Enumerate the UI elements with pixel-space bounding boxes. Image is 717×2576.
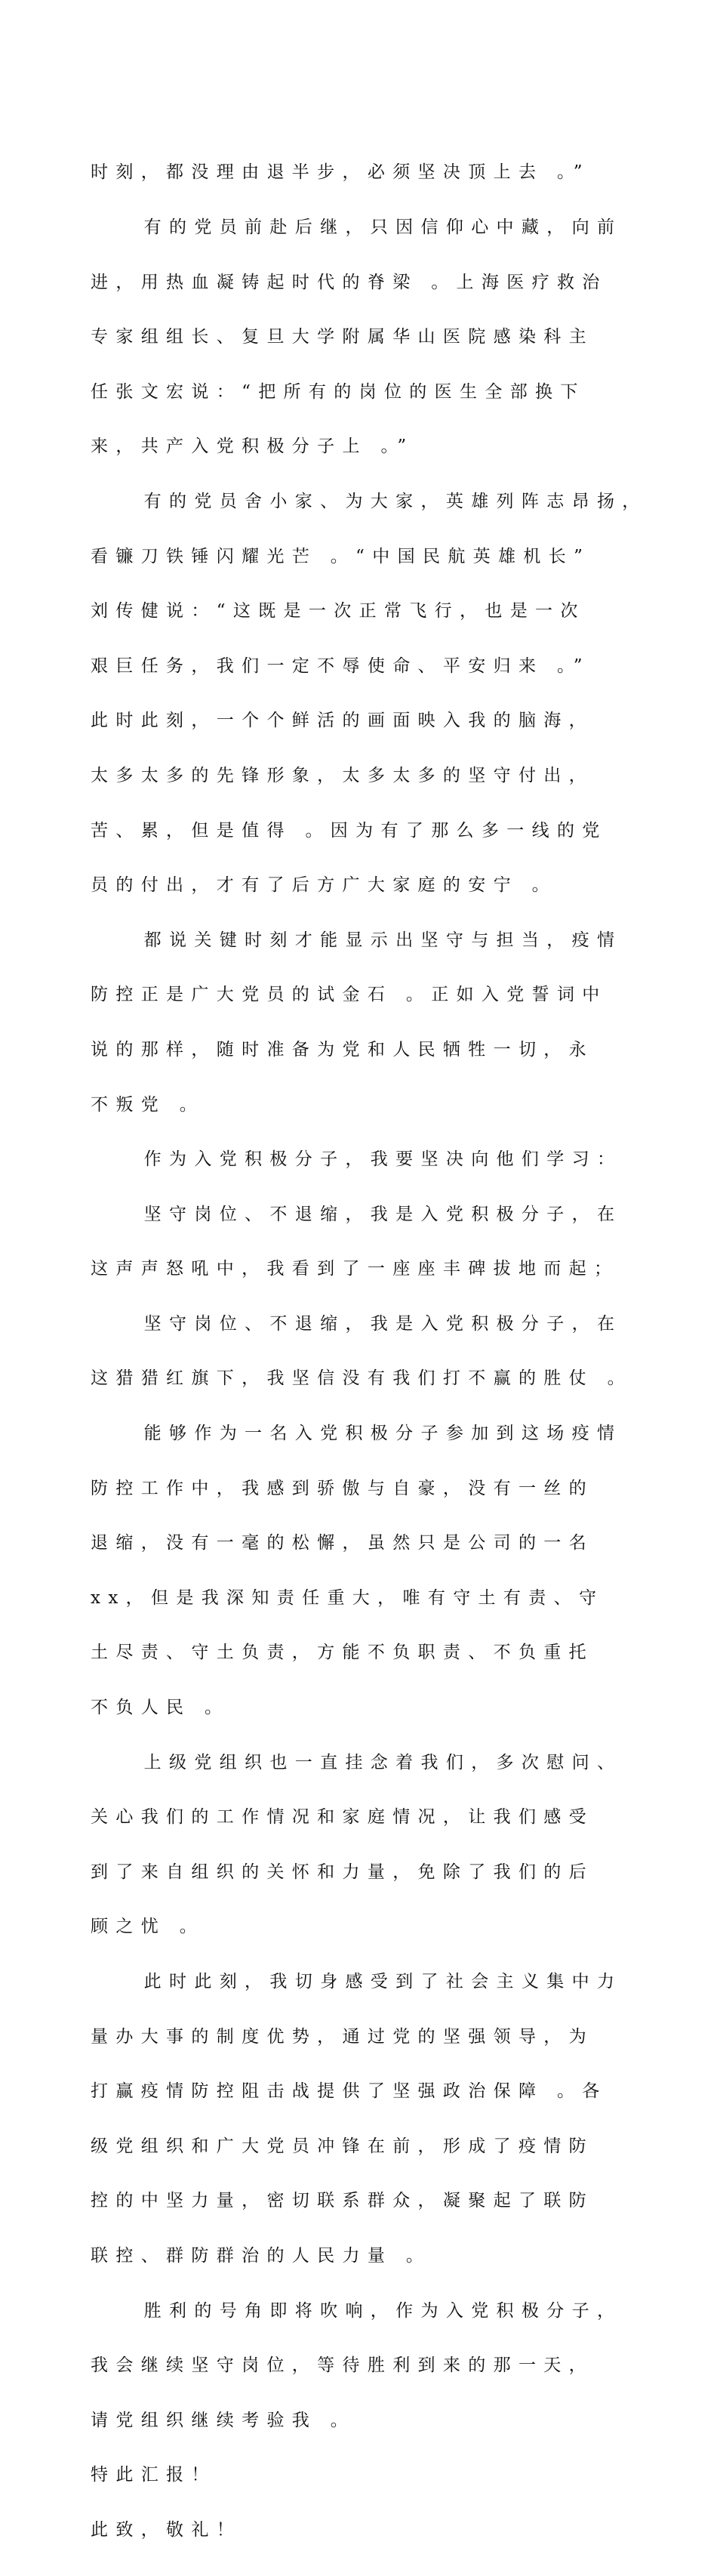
text-line: 此时此刻，我切身感受到了社会主义集中力 [91, 1972, 623, 1991]
text-line: 请党组织继续考验我 。 [91, 2410, 356, 2430]
text-line: 防控正是广大党员的试金石 。正如入党誓词中 [91, 985, 608, 1005]
text-line: 量办大事的制度优势，通过党的坚强领导，为 [91, 2026, 594, 2047]
text-line: 胜利的号角即将吹响，作为入党积极分子， [91, 2300, 623, 2321]
text-line: 任张文宏说：“把所有的岗位的医生全部换下 [91, 381, 586, 402]
text-line: 此时此刻，一个个鲜活的画面映入我的脑海， [91, 711, 594, 731]
text-line: 控的中坚力量，密切联系群众，凝聚起了联防 [91, 2191, 594, 2211]
text-line: 打赢疫情防控阻击战提供了坚强政治保障 。各 [91, 2081, 608, 2102]
text-line: 时刻，都没理由退半步，必须坚决顶上去 。” [91, 162, 590, 183]
text-line: 坚守岗位、不退缩，我是入党积极分子，在 [91, 1204, 623, 1224]
text-line: 刘传健说：“这既是一次正常飞行，也是一次 [91, 601, 586, 622]
text-line: 员的付出，才有了后方广大家庭的安宁 。 [91, 875, 557, 896]
text-line: 专家组组长、复旦大学附属华山医院感染科主 [91, 327, 594, 347]
text-line: 防控工作中，我感到骄傲与自豪，没有一丝的 [91, 1478, 594, 1498]
text-line: 我会继续坚守岗位，等待胜利到来的那一天， [91, 2355, 594, 2376]
text-line: 作为入党积极分子，我要坚决向他们学习： [91, 1149, 623, 1170]
text-line: 这猎猎红旗下，我坚信没有我们打不赢的胜仗 。 [91, 1368, 633, 1389]
text-line: 能够作为一名入党积极分子参加到这场疫情 [91, 1424, 623, 1444]
text-line: 退缩，没有一毫的松懈，虽然只是公司的一名 [91, 1533, 594, 1553]
document-body [91, 127, 648, 2576]
text-line: 上级党组织也一直挂念着我们，多次慰问、 [91, 1752, 623, 1772]
text-line: 艰巨任务，我们一定不辱使命、平安归来 。” [91, 656, 590, 676]
text-line: xx，但是我深知责任重大，唯有守土有责、守 [91, 1587, 605, 1608]
text-line: 不负人民 。 [91, 1698, 230, 1718]
text-line: 都说关键时刻才能显示出坚守与担当，疫情 [91, 930, 623, 950]
text-line: 顾之忧 。 [91, 1917, 205, 1937]
text-line: 坚守岗位、不退缩，我是入党积极分子，在 [91, 1313, 623, 1334]
text-line: 这声声怒吼中，我看到了一座座丰碑拔地而起； [91, 1259, 620, 1279]
text-line: 联控、群防群治的人民力量 。 [91, 2245, 432, 2266]
text-line: 土尽责、守土负责，方能不负职责、不负重托 [91, 1643, 594, 1663]
text-line: 来，共产入党积极分子上 。” [91, 437, 414, 457]
text-line: 有的党员前赴后继，只因信仰心中藏，向前 [91, 217, 623, 237]
text-line: 级党组织和广大党员冲锋在前，形成了疫情防 [91, 2136, 594, 2156]
closing-line: 特此汇报！ [91, 2465, 217, 2485]
text-line: 苦、累，但是值得 。因为有了那么多一线的党 [91, 820, 608, 841]
text-line: 有的党员舍小家、为大家，英雄列阵志昂扬， [91, 491, 648, 511]
text-line: 关心我们的工作情况和家庭情况，让我们感受 [91, 1807, 594, 1828]
text-line: 进，用热血凝铸起时代的脊梁 。上海医疗救治 [91, 272, 608, 292]
text-line: 太多太多的先锋形象，太多太多的坚守付出， [91, 765, 594, 785]
text-line: 不叛党 。 [91, 1094, 205, 1115]
text-line: 说的那样，随时准备为党和人民牺牲一切，永 [91, 1039, 594, 1060]
text-line: 看镰刀铁锤闪耀光芒 。“中国民航英雄机长” [91, 546, 591, 566]
salutation-line: 此致，敬礼！ [91, 2519, 242, 2540]
text-line: 到了来自组织的关怀和力量，免除了我们的后 [91, 1862, 594, 1882]
